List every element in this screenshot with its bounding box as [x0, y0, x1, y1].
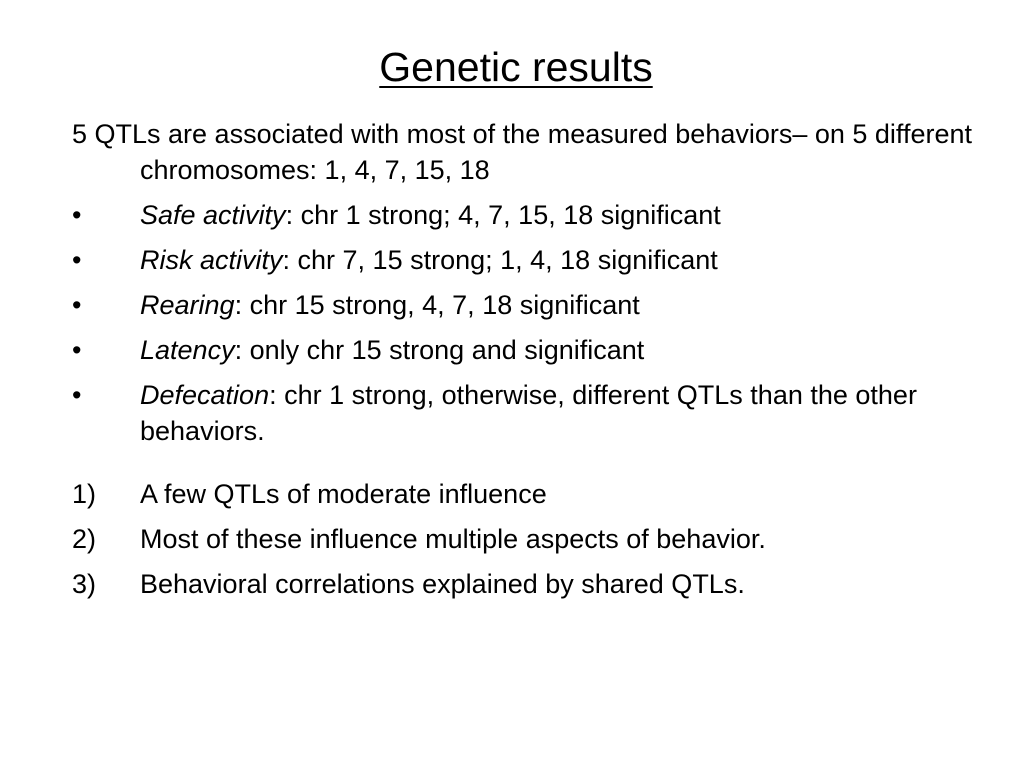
- numbered-item-text: Most of these influence multiple aspects of behavior.: [140, 524, 766, 554]
- bullet-item-safe-activity: [72, 197, 992, 233]
- bullet-text: : chr 15 strong, 4, 7, 18 significant: [234, 290, 640, 320]
- bullet-marker: •: [72, 290, 82, 320]
- bullet-term: Safe activity: [140, 200, 286, 230]
- bullet-term: Rearing: [140, 290, 235, 320]
- bullet-term: Defecation: [140, 380, 270, 410]
- bullet-marker: •: [72, 200, 82, 230]
- bullet-marker: •: [72, 335, 82, 365]
- numbered-item: [72, 476, 992, 512]
- numbered-item: [72, 521, 992, 557]
- numbered-item-text: Behavioral correlations explained by shared QTLs.: [140, 569, 745, 599]
- bullet-text: : chr 7, 15 strong; 1, 4, 18 significant: [282, 245, 718, 275]
- bullet-term: Latency: [140, 335, 235, 365]
- bullet-term: Risk activity: [140, 245, 283, 275]
- numbered-item: [72, 566, 992, 602]
- numbered-list: [72, 476, 992, 602]
- bullet-marker: •: [72, 380, 82, 410]
- number-marker: 3): [72, 569, 97, 599]
- bullet-item-latency: [72, 332, 992, 368]
- intro-paragraph: 5 QTLs are associated with most of the measured behaviors– on 5 different chromosomes: 1, 4, 7, 15, 18: [72, 119, 972, 185]
- bullet-item-risk-activity: [72, 242, 992, 278]
- bullet-text: : chr 1 strong; 4, 7, 15, 18 significant: [285, 200, 721, 230]
- slide-body: [72, 116, 992, 602]
- bullet-marker: •: [72, 245, 82, 275]
- bullet-item-rearing: [72, 287, 992, 323]
- number-marker: 1): [72, 479, 97, 509]
- bullet-text: : chr 1 strong, otherwise, different QTLs than the other behaviors.: [140, 380, 917, 446]
- bullet-item-defecation: [72, 377, 992, 449]
- slide-title: Genetic results: [379, 44, 653, 90]
- number-marker: 2): [72, 524, 97, 554]
- bullet-text: : only chr 15 strong and significant: [234, 335, 645, 365]
- numbered-item-text: A few QTLs of moderate influence: [140, 479, 547, 509]
